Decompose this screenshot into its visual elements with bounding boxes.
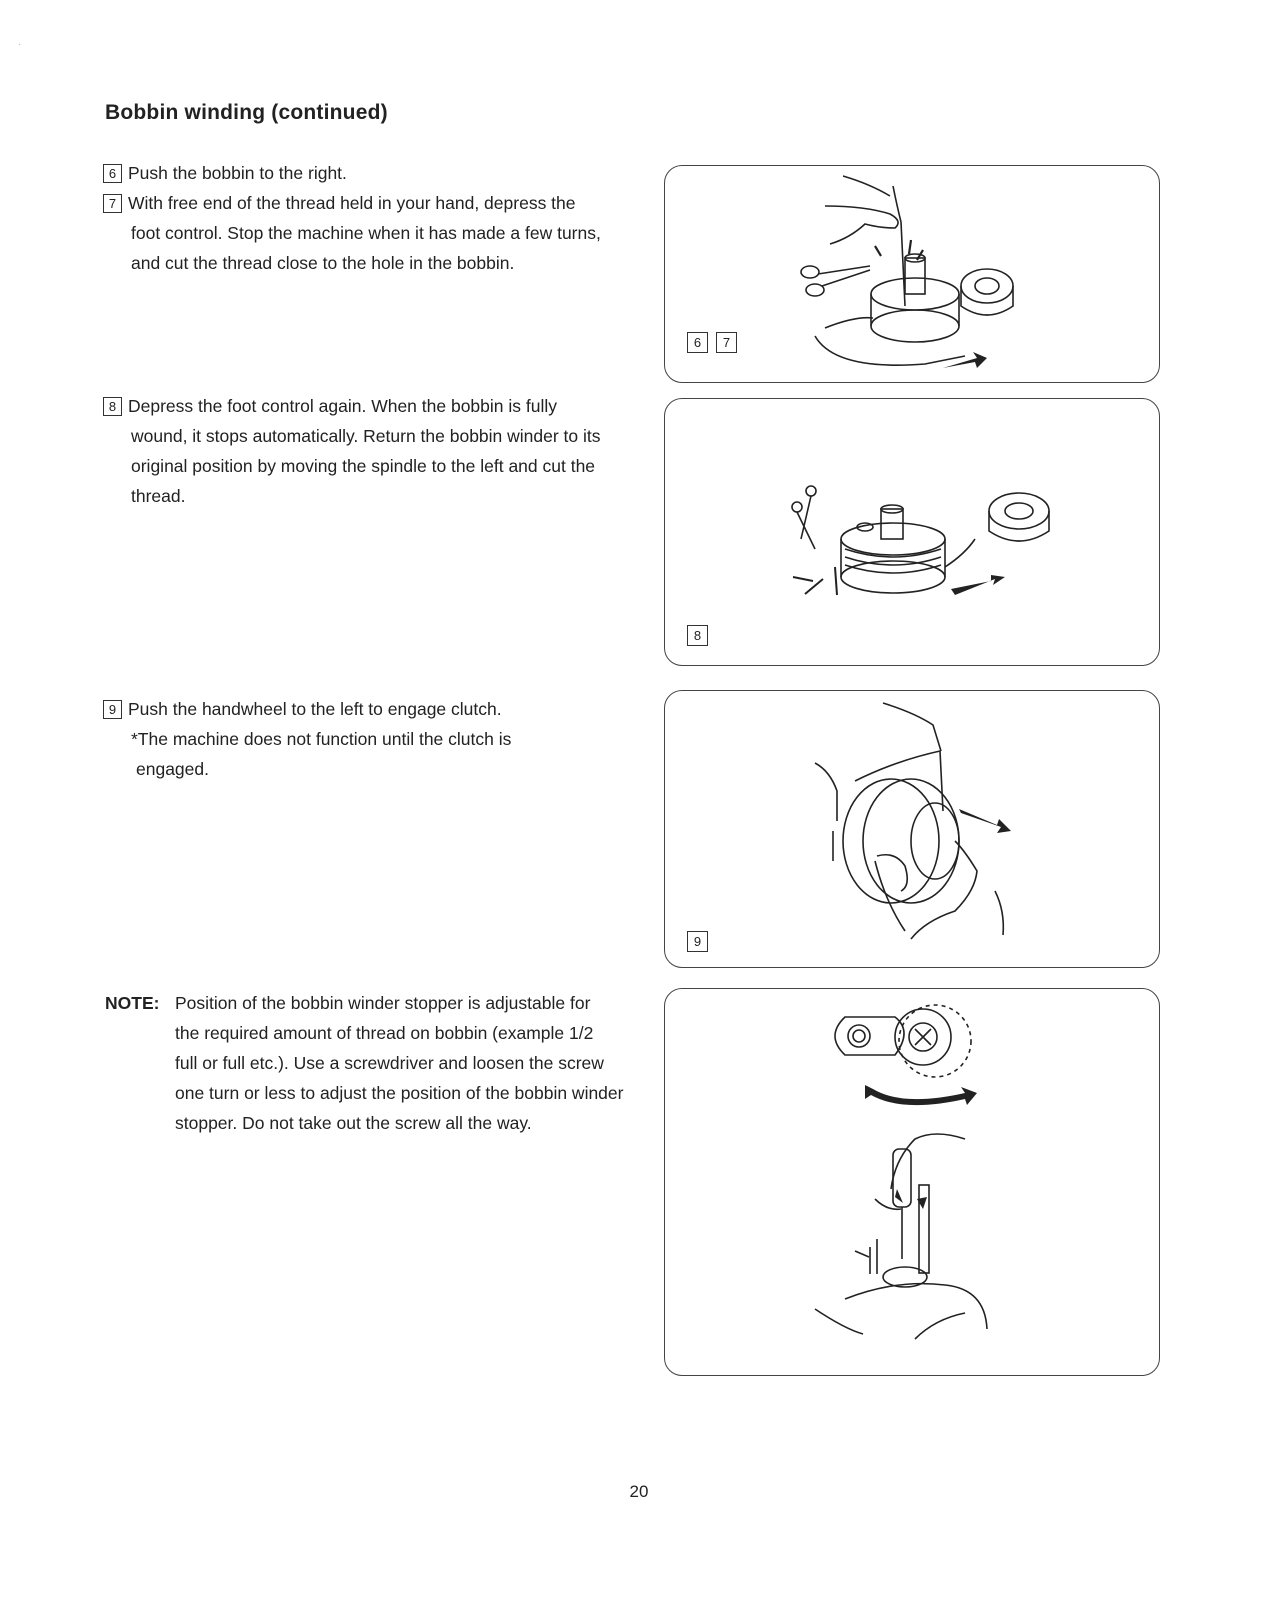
step-7-line-1: With free end of the thread held in your hand, depress the	[128, 193, 576, 213]
step-9-line-3: engaged.	[136, 759, 209, 779]
note-body	[175, 988, 665, 1138]
section-heading: Bobbin winding (continued)	[105, 101, 388, 124]
figure-tag-8: 8	[687, 625, 708, 646]
note-label: NOTE:	[105, 993, 160, 1013]
scan-mark: ·	[18, 40, 21, 49]
step-8	[103, 391, 663, 511]
stopper-adjust-illustration	[665, 989, 1161, 1377]
figure-tag-group	[687, 625, 708, 646]
step-number-7: 7	[103, 194, 122, 213]
figure-tag-9: 9	[687, 931, 708, 952]
figure-tag-group	[687, 332, 737, 353]
step-6-text: Push the bobbin to the right.	[128, 163, 347, 183]
step-8-line-2: wound, it stops automatically. Return the bobbin winder to its	[131, 426, 601, 446]
step-number-8: 8	[103, 397, 122, 416]
bobbin-push-illustration	[665, 166, 1161, 384]
step-number-6: 6	[103, 164, 122, 183]
step-8-line-3: original position by moving the spindle to the left and cut the	[131, 456, 596, 476]
step-number-9: 9	[103, 700, 122, 719]
figure-tag-6: 6	[687, 332, 708, 353]
bobbin-full-illustration	[665, 399, 1161, 667]
step-9-line-1: Push the handwheel to the left to engage clutch.	[128, 699, 502, 719]
figure-tag-7: 7	[716, 332, 737, 353]
step-9	[103, 694, 663, 784]
handwheel-illustration	[665, 691, 1161, 969]
step-9-line-2: *The machine does not function until the clutch is	[131, 729, 512, 749]
step-8-line-4: thread.	[131, 486, 186, 506]
page-number: 20	[629, 1482, 649, 1501]
figure-panel-8	[664, 398, 1160, 666]
note-line-3: full or full etc.). Use a screwdriver and loosen the screw	[175, 1053, 604, 1073]
note-line-2: the required amount of thread on bobbin (example 1/2	[175, 1023, 594, 1043]
figure-panel-6-7	[664, 165, 1160, 383]
step-7-line-2: foot control. Stop the machine when it has made a few turns,	[131, 223, 601, 243]
figure-panel-9	[664, 690, 1160, 968]
figure-panel-note	[664, 988, 1160, 1376]
step-8-line-1: Depress the foot control again. When the bobbin is fully	[128, 396, 557, 416]
note-line-1: Position of the bobbin winder stopper is adjustable for	[175, 993, 591, 1013]
note-line-5: stopper. Do not take out the screw all the way.	[175, 1113, 532, 1133]
note-line-4: one turn or less to adjust the position of the bobbin winder	[175, 1083, 624, 1103]
step-7-line-3: and cut the thread close to the hole in the bobbin.	[131, 253, 515, 273]
steps-6-7	[103, 158, 663, 278]
figure-tag-group	[687, 931, 708, 952]
